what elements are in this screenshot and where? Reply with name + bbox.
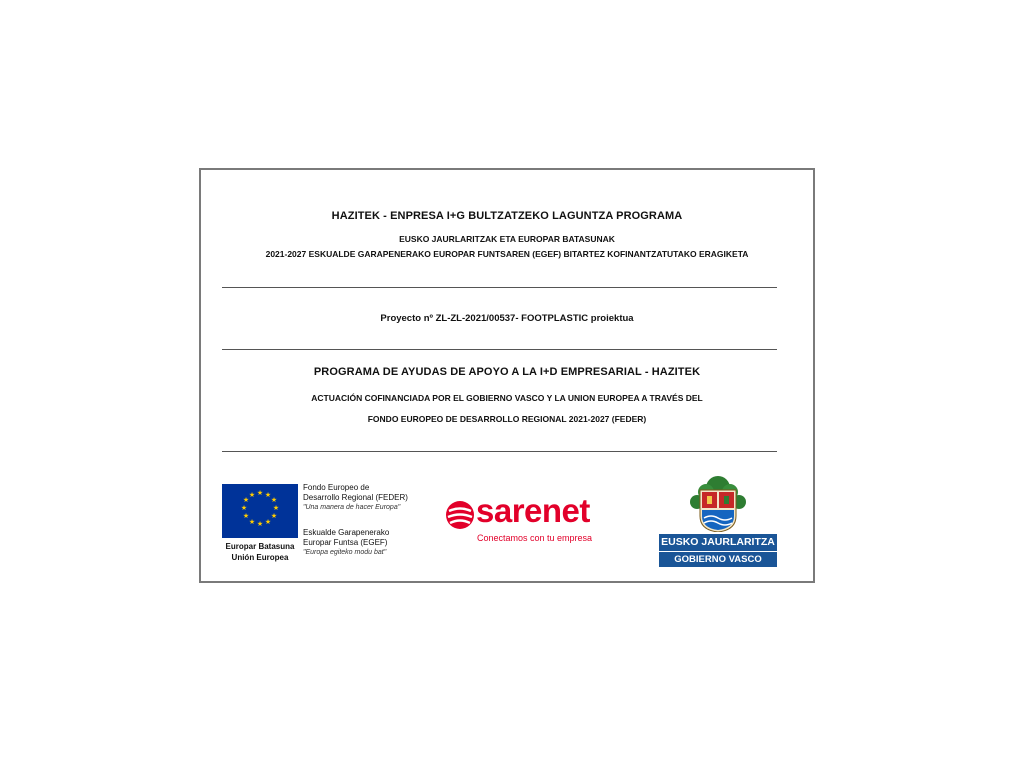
divider <box>222 451 777 452</box>
gv-line-spanish: GOBIERNO VASCO <box>659 552 777 567</box>
svg-text:★: ★ <box>272 504 280 512</box>
svg-text:★: ★ <box>240 504 248 512</box>
egef-text <box>303 528 389 558</box>
gobierno-vasco-logo <box>659 476 777 566</box>
feder-line-1: Fondo Europeo de <box>303 483 370 492</box>
sarenet-mark-icon <box>445 500 475 530</box>
eu-caption-basque: Europar Batasuna <box>225 542 295 551</box>
program-title-spanish: PROGRAMA DE AYUDAS DE APOYO A LA I+D EMPRESARIAL - HAZITEK <box>313 366 701 378</box>
svg-text:★: ★ <box>248 491 256 499</box>
sarenet-tagline: Conectamos con tu empresa <box>477 533 593 543</box>
feder-text <box>303 483 408 513</box>
svg-text:★: ★ <box>264 491 272 499</box>
svg-text:★: ★ <box>256 489 264 497</box>
svg-text:★: ★ <box>270 496 278 504</box>
svg-text:★: ★ <box>248 518 256 526</box>
egef-motto: "Europa egiteko modu bat" <box>303 549 387 556</box>
gv-line-basque: EUSKO JAURLARITZA <box>659 534 777 551</box>
feder-motto: "Una manera de hacer Europa" <box>303 504 401 511</box>
subtitle-basque-2: 2021-2027 ESKUALDE GARAPENERAKO EUROPAR FUNTSAREN (EGEF) BITARTEZ KOFINANTZATUTAKO ERAGIKETA <box>265 249 749 259</box>
coat-of-arms-icon <box>659 476 777 532</box>
svg-text:★: ★ <box>264 518 272 526</box>
egef-line-1: Eskualde Garapenerako <box>303 528 390 537</box>
feder-line-2: Desarrollo Regional (FEDER) <box>303 493 408 502</box>
svg-text:★: ★ <box>242 496 250 504</box>
sarenet-wordmark: sarenet <box>476 492 590 529</box>
project-reference: Proyecto nº ZL-ZL-2021/00537- FOOTPLASTIC proiektua <box>380 313 634 324</box>
svg-text:★: ★ <box>270 512 278 520</box>
divider <box>222 349 777 350</box>
funding-notice-panel <box>199 168 815 583</box>
program-title-basque: HAZITEK - ENPRESA I+G BULTZATZEKO LAGUNTZA PROGRAMA <box>331 210 683 222</box>
cofinancing-line-1: ACTUACIÓN COFINANCIADA POR EL GOBIERNO VASCO Y LA UNION EUROPEA A TRAVÉS DEL <box>311 393 703 403</box>
egef-line-2: Europar Funtsa (EGEF) <box>303 538 388 547</box>
svg-text:★: ★ <box>256 520 264 528</box>
subtitle-basque-1: EUSKO JAURLARITZAK ETA EUROPAR BATASUNAK <box>399 234 615 244</box>
svg-text:★: ★ <box>242 512 250 520</box>
eu-caption-spanish: Unión Europea <box>231 553 289 562</box>
cofinancing-line-2: FONDO EUROPEO DE DESARROLLO REGIONAL 2021-2027 (FEDER) <box>367 414 647 424</box>
divider <box>222 287 777 288</box>
eu-flag-icon <box>222 484 298 538</box>
